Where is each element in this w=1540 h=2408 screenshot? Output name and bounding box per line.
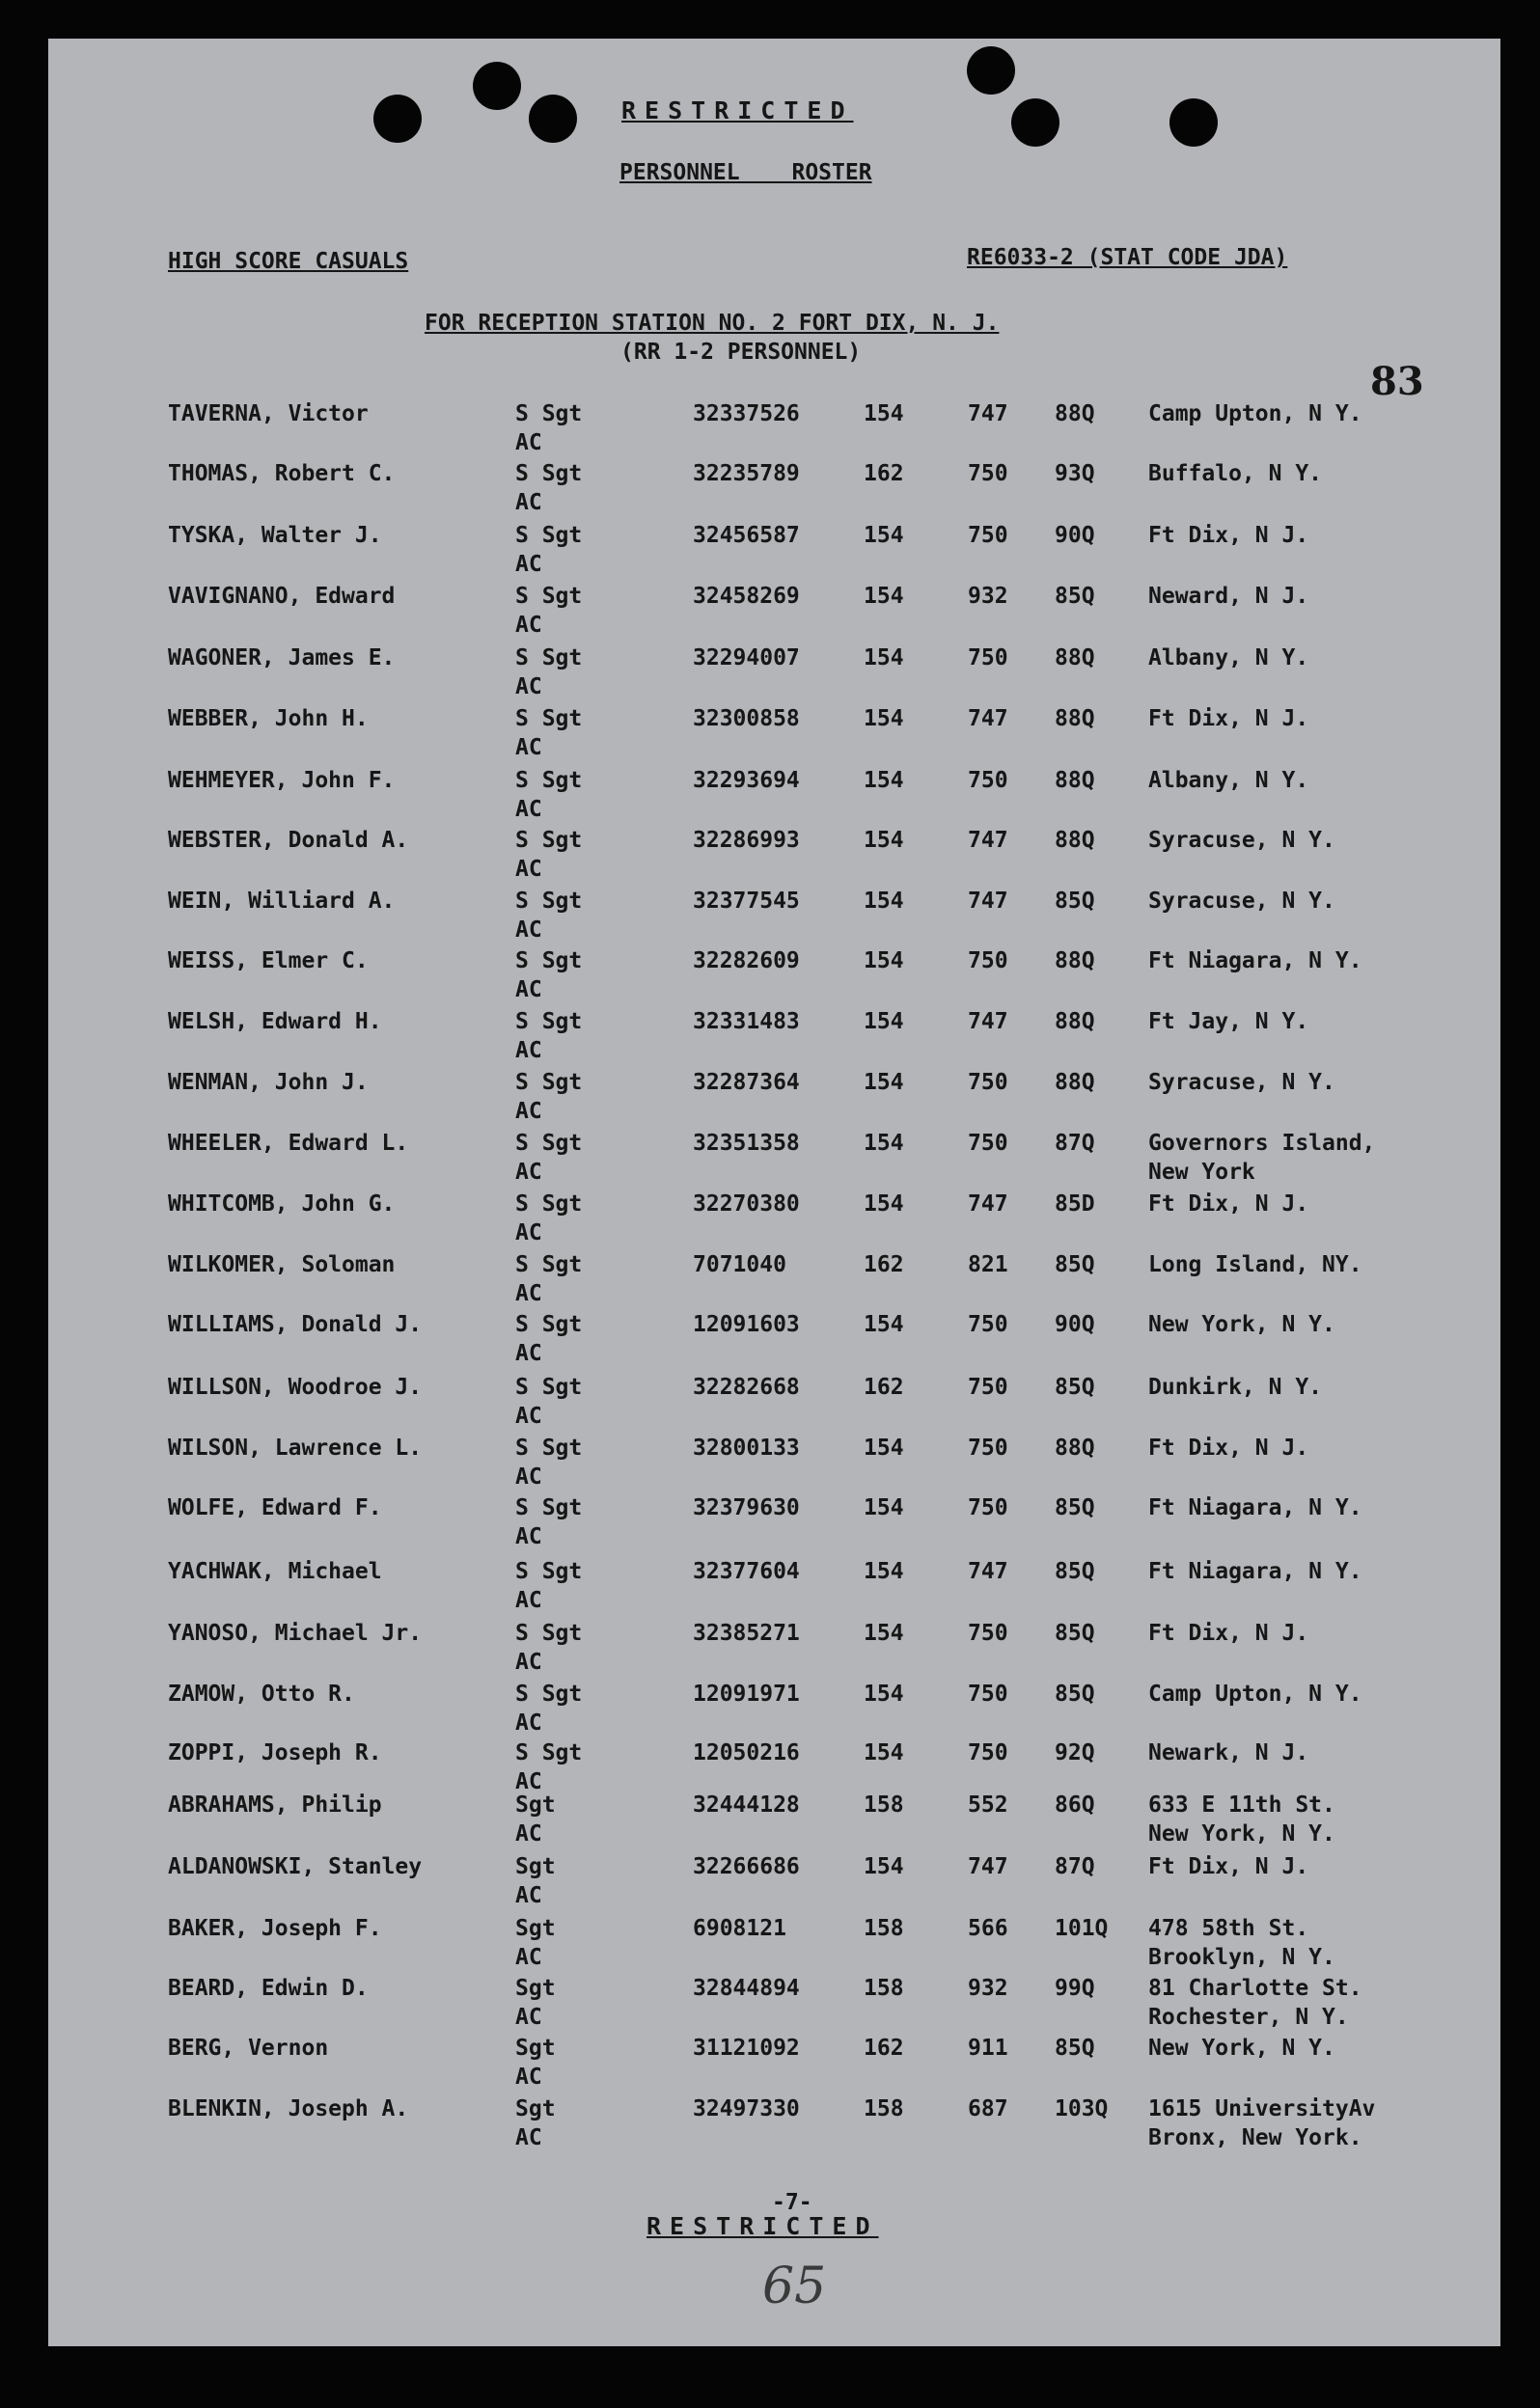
table-row [48, 1792, 1500, 1852]
table-row [48, 1009, 1500, 1069]
roster-c2: 750 [968, 1682, 1008, 1707]
roster-rank: S Sgt [515, 1559, 583, 1584]
roster-name: WEHMEYER, John F. [168, 768, 396, 793]
roster-c3: 85Q [1055, 1621, 1095, 1646]
roster-rank: Sgt [515, 1854, 556, 1879]
roster-name: WILLIAMS, Donald J. [168, 1312, 423, 1337]
roster-arm: AC [515, 552, 542, 577]
destination: FOR RECEPTION STATION NO. 2 FORT DIX, N. J. [425, 311, 1000, 336]
roster-c2: 750 [968, 1621, 1008, 1646]
roster-addr2: Bronx, New York. [1148, 2125, 1362, 2150]
roster-addr1: Ft Niagara, N Y. [1148, 1495, 1362, 1520]
roster-arm: AC [515, 1281, 542, 1306]
roster-name: VAVIGNANO, Edward [168, 584, 396, 609]
roster-c3: 87Q [1055, 1854, 1095, 1879]
roster-serial: 12050216 [693, 1740, 800, 1765]
roster-name: THOMAS, Robert C. [168, 461, 396, 486]
roster-c1: 154 [864, 1495, 904, 1520]
roster-rank: S Sgt [515, 1131, 583, 1156]
roster-c3: 88Q [1055, 948, 1095, 973]
roster-c2: 566 [968, 1916, 1008, 1941]
roster-c1: 158 [864, 2096, 904, 2121]
roster-arm: AC [515, 1038, 542, 1063]
roster-c2: 747 [968, 1854, 1008, 1879]
roster-name: WILSON, Lawrence L. [168, 1436, 423, 1461]
roster-c3: 90Q [1055, 523, 1095, 548]
roster-name: TYSKA, Walter J. [168, 523, 382, 548]
table-row [48, 1621, 1500, 1681]
roster-serial: 32286993 [693, 828, 800, 853]
roster-c1: 162 [864, 1252, 904, 1277]
roster-c2: 747 [968, 828, 1008, 853]
roster-arm: AC [515, 1404, 542, 1429]
roster-serial: 12091603 [693, 1312, 800, 1337]
roster-c3: 101Q [1055, 1916, 1109, 1941]
roster-addr1: Governors Island, [1148, 1131, 1376, 1156]
roster-name: ABRAHAMS, Philip [168, 1792, 382, 1818]
roster-addr1: Ft Dix, N J. [1148, 706, 1309, 731]
roster-addr1: 81 Charlotte St. [1148, 1976, 1362, 2001]
footer-restricted: RESTRICTED [646, 2212, 879, 2240]
roster-name: WILKOMER, Soloman [168, 1252, 396, 1277]
roster-c3: 85Q [1055, 1252, 1095, 1277]
roster-addr1: Ft Dix, N J. [1148, 523, 1309, 548]
table-row [48, 889, 1500, 948]
roster-c2: 750 [968, 1436, 1008, 1461]
roster-name: WHITCOMB, John G. [168, 1191, 396, 1217]
roster-c2: 750 [968, 1131, 1008, 1156]
roster-c2: 747 [968, 1009, 1008, 1034]
roster-name: ALDANOWSKI, Stanley [168, 1854, 423, 1879]
roster-arm: AC [515, 430, 542, 455]
table-row [48, 768, 1500, 828]
roster-page [48, 39, 1500, 2346]
destination-note: (RR 1-2 PERSONNEL) [620, 340, 862, 365]
roster-addr1: Ft Dix, N J. [1148, 1621, 1309, 1646]
table-row [48, 1559, 1500, 1619]
table-row [48, 2036, 1500, 2095]
roster-c2: 750 [968, 1740, 1008, 1765]
roster-serial: 32351358 [693, 1131, 800, 1156]
roster-addr1: Buffalo, N Y. [1148, 461, 1323, 486]
roster-arm: AC [515, 977, 542, 1002]
roster-c1: 154 [864, 1191, 904, 1217]
roster-arm: AC [515, 797, 542, 822]
roster-c2: 750 [968, 1312, 1008, 1337]
roster-addr1: Dunkirk, N Y. [1148, 1375, 1323, 1400]
roster-c2: 552 [968, 1792, 1008, 1818]
roster-c1: 154 [864, 1070, 904, 1095]
roster-rank: S Sgt [515, 461, 583, 486]
roster-serial: 32282609 [693, 948, 800, 973]
roster-serial: 32497330 [693, 2096, 800, 2121]
table-row [48, 1976, 1500, 2036]
roster-addr1: Syracuse, N Y. [1148, 828, 1335, 853]
roster-c3: 85Q [1055, 1495, 1095, 1520]
roster-c3: 88Q [1055, 828, 1095, 853]
roster-c1: 162 [864, 1375, 904, 1400]
roster-c3: 85Q [1055, 2036, 1095, 2061]
roster-c1: 154 [864, 948, 904, 973]
table-row [48, 706, 1500, 766]
roster-rank: S Sgt [515, 1495, 583, 1520]
punch-hole [1011, 98, 1059, 147]
roster-c2: 747 [968, 889, 1008, 914]
roster-addr1: New York, N Y. [1148, 2036, 1335, 2061]
roster-addr1: Ft Dix, N J. [1148, 1436, 1309, 1461]
roster-name: WILLSON, Woodroe J. [168, 1375, 423, 1400]
roster-c2: 821 [968, 1252, 1008, 1277]
roster-arm: AC [515, 1710, 542, 1736]
roster-c1: 154 [864, 523, 904, 548]
roster-c3: 85Q [1055, 889, 1095, 914]
roster-c3: 85Q [1055, 1375, 1095, 1400]
roster-addr1: 1615 UniversityAv [1148, 2096, 1376, 2121]
roster-arm: AC [515, 1524, 542, 1549]
roster-c2: 747 [968, 1191, 1008, 1217]
roster-c2: 750 [968, 768, 1008, 793]
roster-rank: S Sgt [515, 948, 583, 973]
punch-hole [967, 46, 1015, 95]
roster-c2: 911 [968, 2036, 1008, 2061]
roster-addr1: Albany, N Y. [1148, 645, 1309, 670]
roster-addr1: Camp Upton, N Y. [1148, 401, 1362, 426]
roster-c1: 158 [864, 1916, 904, 1941]
roster-name: WEIN, Williard A. [168, 889, 396, 914]
roster-name: BLENKIN, Joseph A. [168, 2096, 409, 2121]
roster-addr1: Ft Dix, N J. [1148, 1191, 1309, 1217]
handwritten-number: 65 [762, 2258, 827, 2315]
roster-rank: S Sgt [515, 1375, 583, 1400]
roster-rank: S Sgt [515, 1682, 583, 1707]
roster-serial: 32800133 [693, 1436, 800, 1461]
roster-c1: 154 [864, 584, 904, 609]
roster-c3: 88Q [1055, 1009, 1095, 1034]
table-row [48, 1191, 1500, 1251]
roster-c2: 932 [968, 1976, 1008, 2001]
roster-rank: S Sgt [515, 1436, 583, 1461]
roster-name: YACHWAK, Michael [168, 1559, 382, 1584]
roster-c1: 154 [864, 1009, 904, 1034]
roster-arm: AC [515, 1220, 542, 1245]
roster-serial: 32282668 [693, 1375, 800, 1400]
roster-addr2: Brooklyn, N Y. [1148, 1945, 1335, 1970]
roster-c1: 154 [864, 1740, 904, 1765]
roster-serial: 32331483 [693, 1009, 800, 1034]
roster-c2: 750 [968, 1495, 1008, 1520]
roster-addr2: New York [1148, 1160, 1255, 1185]
roster-arm: AC [515, 674, 542, 699]
roster-serial: 32444128 [693, 1792, 800, 1818]
table-row [48, 645, 1500, 705]
roster-rank: S Sgt [515, 828, 583, 853]
roster-rank: S Sgt [515, 768, 583, 793]
roster-c3: 93Q [1055, 461, 1095, 486]
roster-c2: 747 [968, 706, 1008, 731]
roster-rank: S Sgt [515, 1191, 583, 1217]
roster-name: WAGONER, James E. [168, 645, 396, 670]
table-row [48, 1252, 1500, 1312]
roster-c3: 87Q [1055, 1131, 1095, 1156]
roster-serial: 32337526 [693, 401, 800, 426]
footer-page: -7- [772, 2190, 812, 2215]
punch-hole [1169, 98, 1218, 147]
roster-c2: 932 [968, 584, 1008, 609]
roster-rank: Sgt [515, 2036, 556, 2061]
roster-serial: 32377604 [693, 1559, 800, 1584]
roster-c1: 154 [864, 1436, 904, 1461]
roster-rank: S Sgt [515, 1009, 583, 1034]
roster-arm: AC [515, 2065, 542, 2090]
roster-arm: AC [515, 1650, 542, 1675]
roster-c2: 750 [968, 1070, 1008, 1095]
table-row [48, 1740, 1500, 1800]
roster-serial: 32235789 [693, 461, 800, 486]
roster-c2: 750 [968, 461, 1008, 486]
roster-addr1: 633 E 11th St. [1148, 1792, 1335, 1818]
roster-arm: AC [515, 1883, 542, 1908]
roster-name: WELSH, Edward H. [168, 1009, 382, 1034]
table-row [48, 1312, 1500, 1372]
roster-c2: 750 [968, 645, 1008, 670]
roster-c3: 88Q [1055, 1070, 1095, 1095]
roster-name: WENMAN, John J. [168, 1070, 369, 1095]
roster-c1: 154 [864, 1131, 904, 1156]
roster-rank: S Sgt [515, 645, 583, 670]
table-row [48, 523, 1500, 583]
roster-name: ZOPPI, Joseph R. [168, 1740, 382, 1765]
table-row [48, 1375, 1500, 1435]
roster-addr2: Rochester, N Y. [1148, 2005, 1349, 2030]
roster-addr2: New York, N Y. [1148, 1821, 1335, 1847]
roster-name: YANOSO, Michael Jr. [168, 1621, 423, 1646]
roster-c1: 154 [864, 1682, 904, 1707]
roster-c3: 88Q [1055, 706, 1095, 731]
roster-rank: S Sgt [515, 401, 583, 426]
roster-rank: S Sgt [515, 1070, 583, 1095]
table-row [48, 1854, 1500, 1914]
roster-arm: AC [515, 1769, 542, 1794]
roster-name: WHEELER, Edward L. [168, 1131, 409, 1156]
roster-arm: AC [515, 917, 542, 943]
roster-name: WEBBER, John H. [168, 706, 369, 731]
punch-hole [473, 62, 521, 110]
roster-addr1: Ft Jay, N Y. [1148, 1009, 1309, 1034]
table-row [48, 828, 1500, 888]
roster-name: ZAMOW, Otto R. [168, 1682, 355, 1707]
roster-rank: Sgt [515, 1976, 556, 2001]
roster-c2: 750 [968, 1375, 1008, 1400]
roster-serial: 7071040 [693, 1252, 786, 1277]
punch-hole [529, 95, 577, 143]
roster-c3: 85Q [1055, 1559, 1095, 1584]
roster-c1: 154 [864, 828, 904, 853]
roster-c1: 154 [864, 1559, 904, 1584]
roster-c1: 154 [864, 1621, 904, 1646]
roster-c3: 103Q [1055, 2096, 1109, 2121]
roster-c2: 750 [968, 523, 1008, 548]
table-row [48, 584, 1500, 643]
roster-serial: 32300858 [693, 706, 800, 731]
roster-addr1: Syracuse, N Y. [1148, 889, 1335, 914]
roster-arm: AC [515, 1341, 542, 1366]
roster-arm: AC [515, 735, 542, 760]
roster-name: TAVERNA, Victor [168, 401, 369, 426]
roster-serial: 12091971 [693, 1682, 800, 1707]
roster-serial: 32379630 [693, 1495, 800, 1520]
roster-rank: S Sgt [515, 584, 583, 609]
roster-addr1: Ft Niagara, N Y. [1148, 1559, 1362, 1584]
roster-arm: AC [515, 2125, 542, 2150]
roster-rank: S Sgt [515, 889, 583, 914]
roster-name: BEARD, Edwin D. [168, 1976, 369, 2001]
roster-c3: 92Q [1055, 1740, 1095, 1765]
roster-title: PERSONNEL ROSTER [619, 160, 872, 185]
roster-addr1: Neward, N J. [1148, 584, 1309, 609]
roster-rank: Sgt [515, 1792, 556, 1818]
roster-c1: 154 [864, 1312, 904, 1337]
roster-rank: S Sgt [515, 1312, 583, 1337]
roster-name: BAKER, Joseph F. [168, 1916, 382, 1941]
stat-code: RE6033-2 (STAT CODE JDA) [967, 245, 1288, 270]
roster-serial: 32287364 [693, 1070, 800, 1095]
roster-c1: 154 [864, 706, 904, 731]
roster-arm: AC [515, 1821, 542, 1847]
roster-c1: 158 [864, 1792, 904, 1818]
roster-addr1: Albany, N Y. [1148, 768, 1309, 793]
roster-c1: 158 [864, 1976, 904, 2001]
roster-addr1: Long Island, NY. [1148, 1252, 1362, 1277]
roster-name: WEISS, Elmer C. [168, 948, 369, 973]
roster-serial: 31121092 [693, 2036, 800, 2061]
roster-c1: 162 [864, 461, 904, 486]
group-label: HIGH SCORE CASUALS [168, 249, 409, 274]
roster-name: BERG, Vernon [168, 2036, 329, 2061]
roster-c3: 85Q [1055, 584, 1095, 609]
roster-c1: 154 [864, 401, 904, 426]
roster-c3: 88Q [1055, 768, 1095, 793]
roster-c1: 154 [864, 1854, 904, 1879]
table-row [48, 461, 1500, 521]
roster-addr1: Newark, N J. [1148, 1740, 1309, 1765]
roster-addr1: Ft Dix, N J. [1148, 1854, 1309, 1879]
roster-c3: 85Q [1055, 1682, 1095, 1707]
roster-serial: 32456587 [693, 523, 800, 548]
table-row [48, 1070, 1500, 1130]
roster-serial: 32377545 [693, 889, 800, 914]
roster-c3: 86Q [1055, 1792, 1095, 1818]
roster-c3: 99Q [1055, 1976, 1095, 2001]
roster-c1: 154 [864, 889, 904, 914]
roster-addr1: Syracuse, N Y. [1148, 1070, 1335, 1095]
table-row [48, 948, 1500, 1008]
roster-addr1: Ft Niagara, N Y. [1148, 948, 1362, 973]
table-row [48, 1495, 1500, 1555]
roster-arm: AC [515, 2005, 542, 2030]
roster-rank: S Sgt [515, 1621, 583, 1646]
roster-arm: AC [515, 1588, 542, 1613]
roster-addr1: New York, N Y. [1148, 1312, 1335, 1337]
table-row [48, 401, 1500, 461]
roster-c3: 90Q [1055, 1312, 1095, 1337]
roster-serial: 32266686 [693, 1854, 800, 1879]
restricted-heading: RESTRICTED [621, 96, 854, 124]
roster-arm: AC [515, 1464, 542, 1490]
table-row [48, 1682, 1500, 1741]
roster-serial: 32385271 [693, 1621, 800, 1646]
roster-serial: 32294007 [693, 645, 800, 670]
roster-arm: AC [515, 1099, 542, 1124]
roster-c1: 154 [864, 645, 904, 670]
roster-name: WEBSTER, Donald A. [168, 828, 409, 853]
roster-arm: AC [515, 857, 542, 882]
roster-rank: S Sgt [515, 523, 583, 548]
roster-rank: S Sgt [515, 1740, 583, 1765]
roster-c2: 687 [968, 2096, 1008, 2121]
roster-c1: 162 [864, 2036, 904, 2061]
roster-rank: Sgt [515, 1916, 556, 1941]
table-row [48, 2096, 1500, 2156]
roster-serial: 32844894 [693, 1976, 800, 2001]
roster-addr1: 478 58th St. [1148, 1916, 1309, 1941]
table-row [48, 1916, 1500, 1976]
roster-addr1: Camp Upton, N Y. [1148, 1682, 1362, 1707]
punch-hole [373, 95, 422, 143]
table-row [48, 1131, 1500, 1190]
roster-serial: 32458269 [693, 584, 800, 609]
roster-arm: AC [515, 490, 542, 515]
roster-c2: 747 [968, 1559, 1008, 1584]
roster-serial: 32293694 [693, 768, 800, 793]
roster-c3: 88Q [1055, 645, 1095, 670]
roster-name: WOLFE, Edward F. [168, 1495, 382, 1520]
roster-c3: 88Q [1055, 401, 1095, 426]
table-row [48, 1436, 1500, 1495]
roster-rank: S Sgt [515, 706, 583, 731]
roster-serial: 32270380 [693, 1191, 800, 1217]
roster-arm: AC [515, 1945, 542, 1970]
roster-arm: AC [515, 1160, 542, 1185]
roster-rank: S Sgt [515, 1252, 583, 1277]
roster-rank: Sgt [515, 2096, 556, 2121]
roster-c2: 750 [968, 948, 1008, 973]
roster-arm: AC [515, 613, 542, 638]
roster-serial: 6908121 [693, 1916, 786, 1941]
page-number: 83 [1370, 359, 1424, 404]
roster-c2: 747 [968, 401, 1008, 426]
roster-c3: 88Q [1055, 1436, 1095, 1461]
roster-c3: 85D [1055, 1191, 1095, 1217]
roster-c1: 154 [864, 768, 904, 793]
